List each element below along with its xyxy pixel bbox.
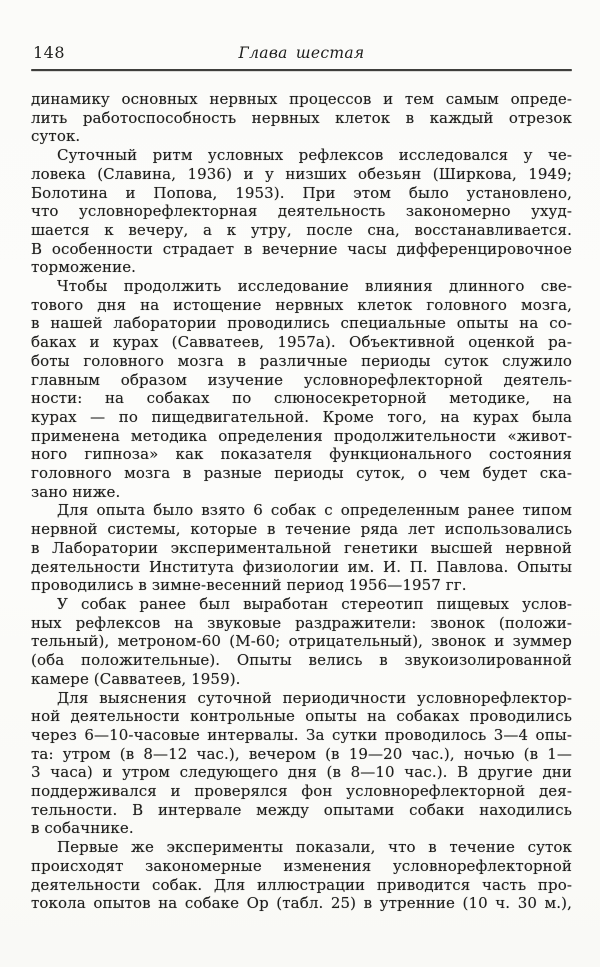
text-line: нервной системы, которые в течение ряда лет использовались: [31, 520, 572, 539]
text-line: Для выяснения суточной периодичности условнорефлектор-: [57, 688, 572, 707]
text-line: происходят закономерные изменения условнорефлекторной: [31, 856, 572, 875]
text-line: У собак ранее был выработан стереотип пищевых услов-: [57, 594, 572, 613]
text-line: та: утром (в 8—12 час.), вечером (в 19—20 час.), ночью (в 1—: [31, 744, 572, 763]
text-line: ного гипноза» как показателя функционального состояния: [31, 445, 572, 464]
page-header: [31, 43, 572, 63]
text-line: в нашей лаборатории проводились специальные опыты на со-: [31, 314, 572, 333]
text-line: токола опытов на собаке Ор (табл. 25) в утренние (10 ч. 30 м.),: [31, 894, 572, 913]
text-line: в Лаборатории экспериментальной генетики высшей нервной: [31, 538, 572, 557]
text-line: тельности. В интервале между опытами собаки находились: [31, 800, 572, 819]
text-line: Чтобы продолжить исследование влияния длинного све-: [57, 277, 572, 296]
text-line: ловека (Славина, 1936) и у низших обезьян (Ширкова, 1949;: [31, 164, 572, 183]
text-line: ной деятельности контрольные опыты на собаках проводились: [31, 707, 572, 726]
text-line: динамику основных нервных процессов и тем самым опреде-: [31, 90, 572, 108]
text-line: деятельности собак. Для иллюстрации приводится часть про-: [31, 875, 572, 894]
text-line: суток.: [31, 127, 81, 146]
text-line: ности: на собаках по слюносекреторной методике, на: [31, 389, 572, 408]
text-line: 3 часа) и утром следующего дня (в 8—10 час.). В другие дни: [31, 763, 572, 782]
text-line: (оба положительные). Опыты велись в звукоизолированной: [31, 651, 572, 670]
text-line: Болотина и Попова, 1953). При этом было установлено,: [31, 183, 572, 202]
text-line: поддерживался и проверялся фон условнорефлекторной дея-: [31, 782, 572, 801]
text-line: в собачнике.: [31, 819, 134, 838]
text-line: головного мозга в разные периоды суток, о чем будет ска-: [31, 464, 572, 483]
page-body: [31, 90, 572, 913]
text-line: главным образом изучение условнорефлекторной деятель-: [31, 370, 572, 389]
text-line: ных рефлексов на звуковые раздражители: звонок (положи-: [31, 613, 572, 632]
text-line: торможение.: [31, 258, 137, 277]
text-line: зано ниже.: [31, 482, 121, 501]
running-title: Глава шестая: [238, 44, 365, 62]
text-line: камере (Савватеев, 1959).: [31, 669, 241, 688]
text-line: тового дня на истощение нервных клеток головного мозга,: [31, 295, 572, 314]
text-line: деятельности Института физиологии им. И. П. Павлова. Опыты: [31, 557, 572, 576]
text-line: лить работоспособность нервных клеток в каждый отрезок: [31, 108, 572, 127]
text-line: курах — по пищедвигательной. Кроме того, на курах была: [31, 407, 572, 426]
text-line: что условнорефлекторная деятельность закономерно ухуд-: [31, 202, 572, 221]
text-line: шается к вечеру, а к утру, после сна, восстанавливается.: [31, 220, 572, 239]
text-line: проводились в зимне-весенний период 1956—1957 гг.: [31, 576, 467, 595]
text-line: через 6—10-часовые интервалы. За сутки проводилось 3—4 опы-: [31, 725, 572, 744]
text-line: Первые же эксперименты показали, что в течение суток: [57, 838, 572, 857]
header-rule: [31, 69, 572, 71]
text-line: Суточный ритм условных рефлексов исследовался у че-: [57, 146, 572, 165]
text-line: баках и курах (Савватеев, 1957а). Объективной оценкой ра-: [31, 333, 572, 352]
text-line: Для опыта было взято 6 собак с определенным ранее типом: [57, 501, 572, 520]
text-line: применена методика определения продолжительности «живот-: [31, 426, 572, 445]
text-line: В особенности страдает в вечерние часы дифференцировочное: [31, 239, 572, 258]
text-line: тельный), метроном-60 (М-60; отрицательный), звонок и зуммер: [31, 632, 572, 651]
page-number: 148: [33, 43, 66, 62]
text-line: боты головного мозга в различные периоды суток служило: [31, 351, 572, 370]
